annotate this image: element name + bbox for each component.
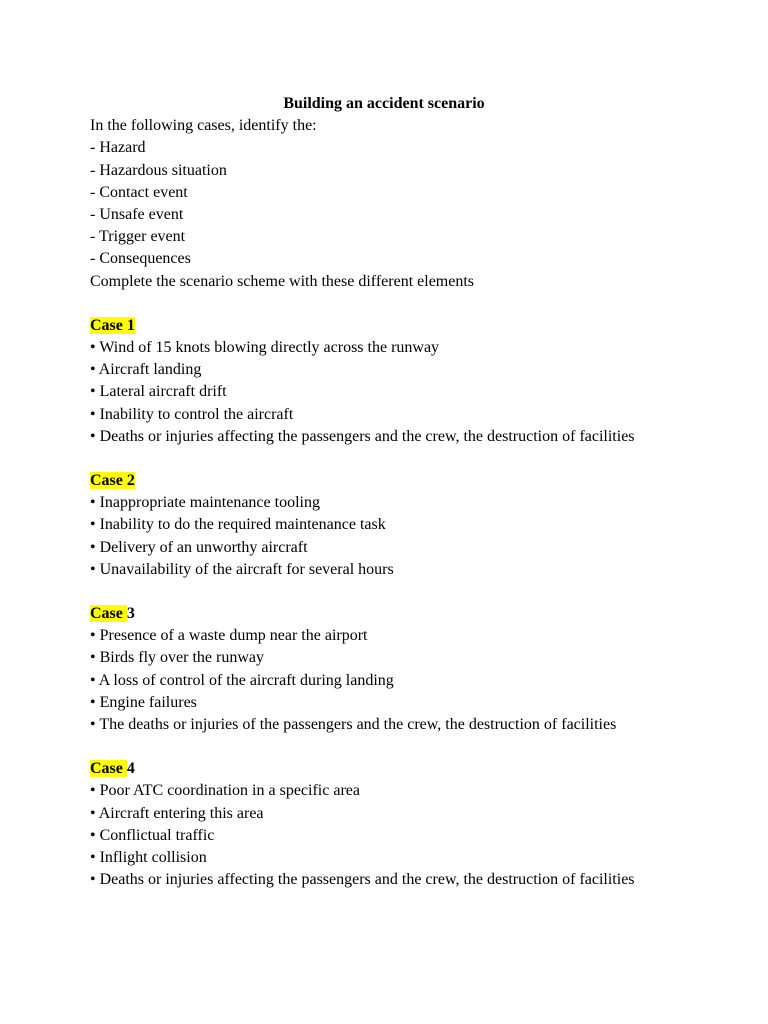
case-items (90, 337, 690, 448)
case-heading (90, 603, 690, 625)
case-item: • Aircraft entering this area (90, 804, 264, 822)
case-item: • A loss of control of the aircraft during landing (90, 671, 394, 689)
element-item: - Consequences (90, 250, 191, 268)
case-item: • Deaths or injuries affecting the passengers and the crew, the destruction of facilities (90, 871, 635, 889)
case-number: 4 (126, 760, 135, 778)
case-item: • Poor ATC coordination in a specific area (90, 782, 360, 800)
case-item: • Wind of 15 knots blowing directly across the runway (90, 339, 440, 357)
element-item: - Unsafe event (90, 206, 184, 224)
case-number: 3 (126, 605, 135, 623)
case-3 (90, 603, 690, 736)
element-item: - Hazard (90, 139, 146, 157)
case-items (90, 625, 690, 736)
spacer (90, 581, 690, 603)
case-label-highlight: Case 2 (90, 472, 135, 490)
case-item: • The deaths or injuries of the passengers and the crew, the destruction of facilities (90, 716, 617, 734)
case-item: • Inflight collision (90, 849, 207, 867)
case-items (90, 492, 690, 581)
case-item: • Conflictual traffic (90, 826, 215, 844)
element-item: - Hazardous situation (90, 161, 227, 179)
spacer (90, 293, 690, 315)
element-item: - Contact event (90, 183, 188, 201)
case-item: • Inappropriate maintenance tooling (90, 494, 320, 512)
case-label-highlight: Case (90, 760, 127, 778)
case-2 (90, 470, 690, 581)
case-item: • Inability to control the aircraft (90, 405, 294, 423)
case-item: • Engine failures (90, 693, 197, 711)
document-title: Building an accident scenario (283, 95, 485, 112)
case-item: • Birds fly over the runway (90, 649, 265, 667)
case-items (90, 780, 690, 891)
case-1 (90, 315, 690, 448)
case-item: • Inability to do the required maintenance task (90, 516, 386, 534)
case-item: • Unavailability of the aircraft for several hours (90, 560, 394, 578)
case-heading (90, 758, 690, 780)
case-item: • Lateral aircraft drift (90, 383, 227, 401)
case-item: • Presence of a waste dump near the airport (90, 627, 368, 645)
spacer (90, 736, 690, 758)
case-label-highlight: Case 1 (90, 316, 135, 334)
intro-text: In the following cases, identify the: (90, 117, 317, 135)
instruction-text: Complete the scenario scheme with these different elements (90, 272, 475, 290)
case-item: • Deaths or injuries affecting the passengers and the crew, the destruction of facilities (90, 427, 635, 445)
case-4 (90, 758, 690, 891)
case-heading (90, 470, 690, 492)
case-item: • Aircraft landing (90, 361, 202, 379)
case-item: • Delivery of an unworthy aircraft (90, 538, 308, 556)
element-item: - Trigger event (90, 228, 186, 246)
case-heading (90, 315, 690, 337)
case-label-highlight: Case (90, 605, 127, 623)
spacer (90, 448, 690, 470)
element-list (90, 137, 690, 270)
document-body (90, 93, 690, 892)
